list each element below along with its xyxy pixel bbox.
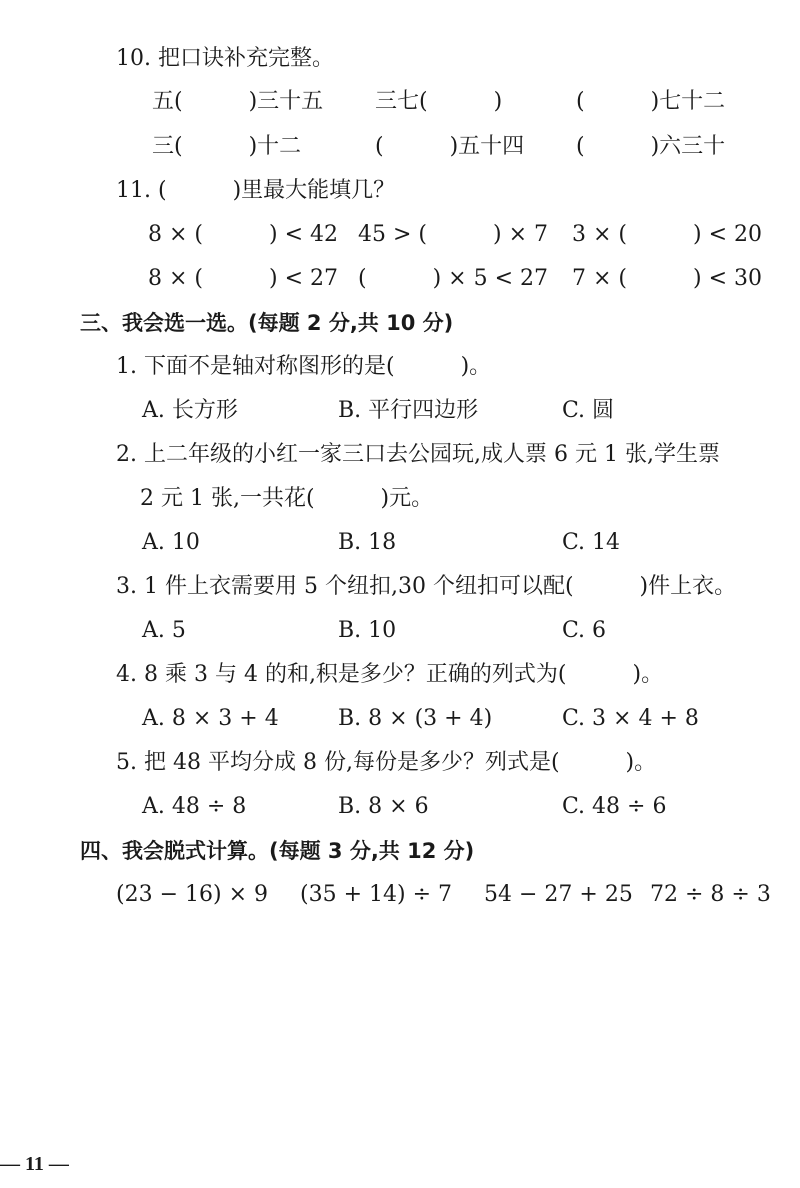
s3-q2-text-line2: 2 元 1 张,一共花( )元。 — [140, 486, 434, 511]
q10-title: 10. 把口诀补充完整。 — [116, 46, 334, 71]
s3-q2-option-b: B. 18 — [338, 530, 397, 555]
s3-q3-option-a: A. 5 — [142, 618, 186, 643]
s3-q3-option-c: C. 6 — [562, 618, 607, 643]
q11-expr-1: 8 × ( ) < 42 — [148, 222, 338, 247]
s3-q3-option-b: B. 10 — [338, 618, 397, 643]
s3-q4-option-c: C. 3 × 4 + 8 — [562, 706, 699, 731]
s3-q1-option-b: B. 平行四边形 — [338, 398, 479, 423]
s3-q5-option-c: C. 48 ÷ 6 — [562, 794, 667, 819]
s4-expression-3: 54 − 27 + 25 — [484, 882, 633, 907]
s3-q1-text: 1. 下面不是轴对称图形的是( )。 — [116, 354, 492, 379]
q11-expr-5: ( ) × 5 < 27 — [358, 266, 548, 291]
q10-blank-4: 三( )十二 — [152, 134, 302, 159]
q11-title: 11. ( )里最大能填几？ — [116, 178, 396, 203]
q11-expr-6: 7 × ( ) < 30 — [572, 266, 762, 291]
s3-q2-option-a: A. 10 — [142, 530, 200, 555]
s3-q4-text: 4. 8 乘 3 与 4 的和,积是多少？正确的列式为( )。 — [116, 662, 664, 687]
s3-q5-option-b: B. 8 × 6 — [338, 794, 429, 819]
s3-q4-option-a: A. 8 × 3 + 4 — [142, 706, 279, 731]
q10-blank-2: 三七( ) — [375, 89, 503, 114]
q11-expr-4: 8 × ( ) < 27 — [148, 266, 338, 291]
page-number: — 11 — — [0, 1153, 69, 1175]
s3-q5-text: 5. 把 48 平均分成 8 份,每份是多少？列式是( )。 — [116, 750, 657, 775]
s3-q1-option-a: A. 长方形 — [142, 398, 238, 423]
q10-blank-1: 五( )三十五 — [152, 89, 324, 114]
q11-expr-2: 45 > ( ) × 7 — [358, 222, 548, 247]
q10-blank-3: ( )七十二 — [576, 89, 726, 114]
s4-expression-1: (23 − 16) × 9 — [116, 882, 268, 907]
q11-expr-3: 3 × ( ) < 20 — [572, 222, 762, 247]
q10-blank-5: ( )五十四 — [375, 134, 525, 159]
section4-heading: 四、我会脱式计算。(每题 3 分,共 12 分) — [80, 839, 475, 863]
s4-expression-4: 72 ÷ 8 ÷ 3 — [650, 882, 771, 907]
s3-q2-text-line1: 2. 上二年级的小红一家三口去公园玩,成人票 6 元 1 张,学生票 — [116, 442, 720, 467]
s3-q2-option-c: C. 14 — [562, 530, 621, 555]
section3-heading: 三、我会选一选。(每题 2 分,共 10 分) — [80, 311, 454, 335]
s3-q3-text: 3. 1 件上衣需要用 5 个纽扣,30 个纽扣可以配( )件上衣。 — [116, 574, 737, 599]
s3-q5-option-a: A. 48 ÷ 8 — [142, 794, 247, 819]
s3-q1-option-c: C. 圆 — [562, 398, 615, 423]
s4-expression-2: (35 + 14) ÷ 7 — [300, 882, 452, 907]
q10-blank-6: ( )六三十 — [576, 134, 726, 159]
s3-q4-option-b: B. 8 × (3 + 4) — [338, 706, 493, 731]
